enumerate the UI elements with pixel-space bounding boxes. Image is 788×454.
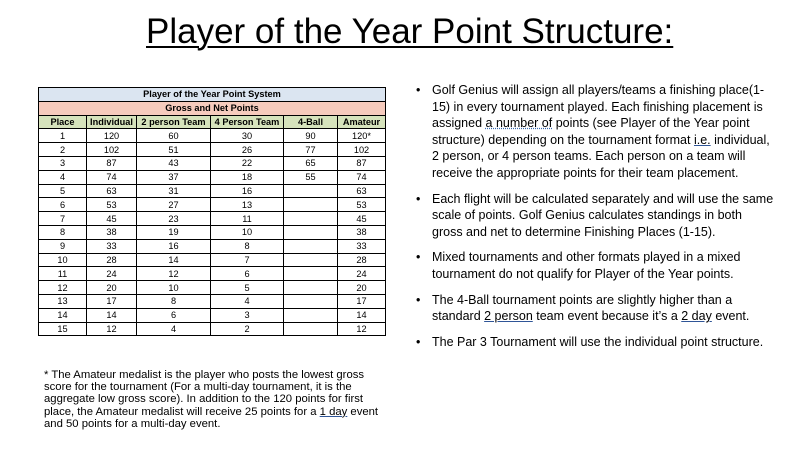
table-row [39,294,386,308]
cell-place: 6 [39,198,87,212]
cell-4-ball [284,184,338,198]
cell-individual: 20 [87,281,137,295]
cell-4-ball [284,225,338,239]
cell-4-person-team: 2 [211,322,284,336]
table-row [39,184,386,198]
cell-2-person-team: 19 [137,225,211,239]
bullet-5-text: The Par 3 Tournament will use the individual point structure. [432,334,764,349]
table-row [39,212,386,226]
cell-amateur: 87 [338,156,386,170]
cell-place: 10 [39,253,87,267]
cell-amateur: 24 [338,267,386,281]
cell-individual: 87 [87,156,137,170]
table-row [39,198,386,212]
bullet-1-text-3: individual, 2 person, or 4 person teams. Each person on a team will receive the appropriate points for their team placement. [432,132,770,180]
note-text-2: event and 50 points for a multi-day event. [44,405,379,430]
cell-individual: 102 [87,143,137,157]
bullet-3-text: Mixed tournaments and other formats played in a mixed tournament do not qualify for Player of the Year points. [432,250,741,281]
table-title: Player of the Year Point System [39,88,386,102]
table-row [39,267,386,281]
table-row [39,308,386,322]
table-row [39,170,386,184]
bullet-2-text: Each flight will be calculated separately and will use the same scale of points. Golf Genius calculates standings in both gross and net to determine Finishing Places (1-15). [432,191,774,239]
table-row [39,322,386,336]
column-header-individual: Individual [87,115,137,129]
bullet-item-finishing-place [414,82,774,182]
bullet-4-text-2: team event because it’s a [532,309,682,324]
cell-4-person-team: 7 [211,253,284,267]
cell-amateur: 53 [338,198,386,212]
cell-2-person-team: 16 [137,239,211,253]
bullet-icon: • [416,292,421,307]
cell-2-person-team: 37 [137,170,211,184]
column-header-place: Place [39,115,87,129]
cell-4-ball [284,212,338,226]
cell-place: 8 [39,225,87,239]
cell-place: 3 [39,156,87,170]
bullet-item-4-ball [414,292,774,325]
bullet-icon: • [416,250,421,265]
note-text-1-day: 1 day [319,405,348,418]
bullet-4-text-3: event. [711,309,750,324]
bullet-item-flights [414,191,774,241]
bullet-list [414,82,774,359]
note-text-1: * The Amateur medalist is the player who posts the lowest gross score for the tournament (For a multi-day tournament, it is the aggregate low gross score). In addition to the 120 points for first place, the Amateur medalist will receive 25 points for a [44,369,365,418]
cell-4-person-team: 3 [211,308,284,322]
cell-amateur: 102 [338,143,386,157]
bullet-icon: • [416,191,421,206]
cell-4-ball: 65 [284,156,338,170]
cell-4-ball [284,308,338,322]
cell-2-person-team: 14 [137,253,211,267]
cell-2-person-team: 4 [137,322,211,336]
cell-place: 7 [39,212,87,226]
cell-individual: 38 [87,225,137,239]
cell-2-person-team: 60 [137,129,211,143]
cell-individual: 33 [87,239,137,253]
cell-4-person-team: 26 [211,143,284,157]
cell-individual: 17 [87,294,137,308]
cell-place: 1 [39,129,87,143]
cell-individual: 12 [87,322,137,336]
cell-4-ball [284,239,338,253]
cell-place: 2 [39,143,87,157]
cell-4-ball: 77 [284,143,338,157]
bullet-4-text-1: The 4-Ball tournament points are slightly higher than a standard [432,292,733,324]
bullet-icon: • [416,334,421,349]
column-header-4-ball: 4-Ball [284,115,338,129]
bullet-4-underlined-2: 2 day [681,309,712,324]
cell-2-person-team: 51 [137,143,211,157]
cell-amateur: 28 [338,253,386,267]
cell-4-ball [284,281,338,295]
table-row [39,225,386,239]
table-row [39,281,386,295]
cell-2-person-team: 12 [137,267,211,281]
table-row [39,143,386,157]
cell-4-person-team: 4 [211,294,284,308]
bullet-item-par-3 [414,334,774,351]
points-table [38,87,386,336]
cell-4-person-team: 18 [211,170,284,184]
cell-individual: 24 [87,267,137,281]
cell-4-person-team: 13 [211,198,284,212]
table-subtitle: Gross and Net Points [39,101,386,115]
amateur-medalist-note [44,369,394,430]
points-table-container [38,87,386,336]
cell-individual: 74 [87,170,137,184]
column-header-2-person-team: 2 person Team [137,115,211,129]
bullet-1-text-2: points (see Player of the Year point structure) depending on the tournament format [432,116,750,147]
cell-amateur: 33 [338,239,386,253]
table-row [39,156,386,170]
cell-4-person-team: 5 [211,281,284,295]
column-header-amateur: Amateur [338,115,386,129]
cell-4-ball: 55 [284,170,338,184]
cell-place: 5 [39,184,87,198]
cell-place: 12 [39,281,87,295]
cell-place: 9 [39,239,87,253]
cell-amateur: 20 [338,281,386,295]
cell-4-ball [284,294,338,308]
table-header-row [39,115,386,129]
cell-individual: 63 [87,184,137,198]
cell-4-person-team: 22 [211,156,284,170]
cell-place: 14 [39,308,87,322]
table-row [39,253,386,267]
cell-individual: 28 [87,253,137,267]
cell-individual: 45 [87,212,137,226]
cell-amateur: 74 [338,170,386,184]
page-title: Player of the Year Point Structure: [146,12,674,51]
cell-4-ball: 90 [284,129,338,143]
cell-4-person-team: 6 [211,267,284,281]
cell-2-person-team: 8 [137,294,211,308]
cell-2-person-team: 27 [137,198,211,212]
cell-amateur: 17 [338,294,386,308]
bullet-1-text-1: Golf Genius will assign all players/teams a finishing place(1-15) in every tournament played. Each finishing placement is assigned [432,83,765,131]
cell-2-person-team: 23 [137,212,211,226]
cell-amateur: 63 [338,184,386,198]
cell-place: 4 [39,170,87,184]
cell-amateur: 45 [338,212,386,226]
cell-4-ball [284,267,338,281]
cell-amateur: 12 [338,322,386,336]
cell-place: 13 [39,294,87,308]
table-row [39,129,386,143]
cell-4-person-team: 10 [211,225,284,239]
cell-2-person-team: 10 [137,281,211,295]
cell-individual: 120 [87,129,137,143]
table-row [39,239,386,253]
cell-individual: 53 [87,198,137,212]
cell-amateur: 120* [338,129,386,143]
cell-amateur: 38 [338,225,386,239]
cell-2-person-team: 31 [137,184,211,198]
bullet-item-mixed-tournaments [414,249,774,282]
column-header-4-person-team: 4 Person Team [211,115,284,129]
cell-4-ball [284,322,338,336]
cell-4-person-team: 30 [211,129,284,143]
cell-2-person-team: 6 [137,308,211,322]
cell-individual: 14 [87,308,137,322]
cell-4-person-team: 16 [211,184,284,198]
cell-4-person-team: 8 [211,239,284,253]
cell-4-person-team: 11 [211,212,284,226]
bullet-1-underlined-2: i.e. [693,132,711,147]
bullet-4-underlined-1: 2 person [484,309,533,324]
cell-amateur: 14 [338,308,386,322]
cell-place: 11 [39,267,87,281]
cell-place: 15 [39,322,87,336]
cell-2-person-team: 43 [137,156,211,170]
cell-4-ball [284,198,338,212]
cell-4-ball [284,253,338,267]
bullet-1-underlined-1: a number of [485,116,553,131]
bullet-icon: • [416,83,421,97]
